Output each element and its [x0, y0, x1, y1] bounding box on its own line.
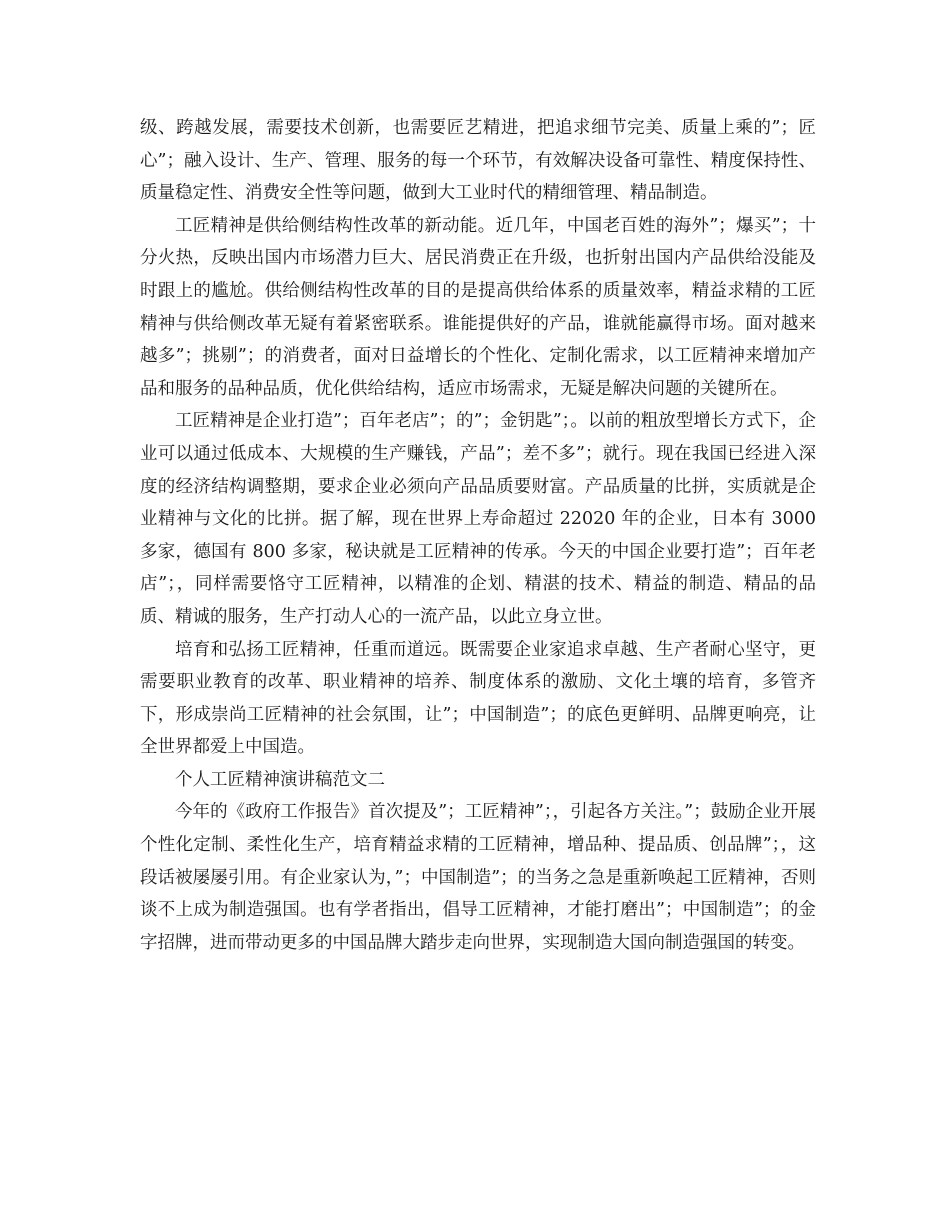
- paragraph-supply-side-reform: 工匠精神是供给侧结构性改革的新动能。近几年，中国老百姓的海外”；爆买”；十分火热，反映出国内市场潜力巨大、居民消费正在升级，也折射出国内产品供给没能及时跟上的尴尬。供给侧结构性改革的目的是提高供给体系的质量效率，精益求精的工匠精神与供给侧改革无疑有着紧密联系。谁能提供好的产品，谁就能赢得市场。面对越来越多”；挑剔”；的消费者，面对日益增长的个性化、定制化需求，以工匠精神来增加产品和服务的品种品质，优化供给结构，适应市场需求，无疑是解决问题的关键所在。: [140, 215, 816, 399]
- paragraph-continued: 级、跨越发展，需要技术创新，也需要匠艺精进，把追求细节完美、质量上乘的”；匠心”；融入设计、生产、管理、服务的每一个环节，有效解决设备可靠性、精度保持性、质量稳定性、消费安全性等问题，做到大工业时代的精细管理、精品制造。: [140, 118, 816, 204]
- paragraph-century-old-store: 工匠精神是企业打造”；百年老店”；的”；金钥匙”；。以前的粗放型增长方式下，企业可以通过低成本、大规模的生产赚钱，产品”；差不多”；就行。现在我国已经进入深度的经济结构调整期，要求企业必须向产品品质要财富。产品质量的比拼，实质就是企业精神与文化的比拼。据了解，现在世界上寿命超过 22020 年的企业，日本有 3000 多家，德国有 800 多家，秘诀就是工匠精神的传承。今天的中国企业要打造”；百年老店”；，同样需要恪守工匠精神，以精准的企划、精湛的技术、精益的制造、精品的品质、精诚的服务，生产打动人心的一流产品，以此立身立世。: [140, 411, 816, 627]
- paragraph-cultivate-spirit: 培育和弘扬工匠精神，任重而道远。既需要企业家追求卓越、生产者耐心坚守，更需要职业教育的改革、职业精神的培养、制度体系的激励、文化土壤的培育，多管齐下，形成崇尚工匠精神的社会氛围，让”；中国制造”；的底色更鲜明、品牌更响亮，让全世界都爱上中国造。: [140, 639, 816, 758]
- paragraph-government-report: 今年的《政府工作报告》首次提及”；工匠精神”；，引起各方关注。”；鼓励企业开展个性化定制、柔性化生产，培育精益求精的工匠精神，增品种、提品质、创品牌”；，这段话被屡屡引用。有企业家认为，”；中国制造”；的当务之急是重新唤起工匠精神，否则谈不上成为制造强国。也有学者指出，倡导工匠精神，才能打磨出”；中国制造”；的金字招牌，进而带动更多的中国品牌大踏步走向世界，实现制造大国向制造强国的转变。: [140, 802, 816, 953]
- section-heading: 个人工匠精神演讲稿范文二: [175, 769, 385, 790]
- document-body: [140, 112, 816, 959]
